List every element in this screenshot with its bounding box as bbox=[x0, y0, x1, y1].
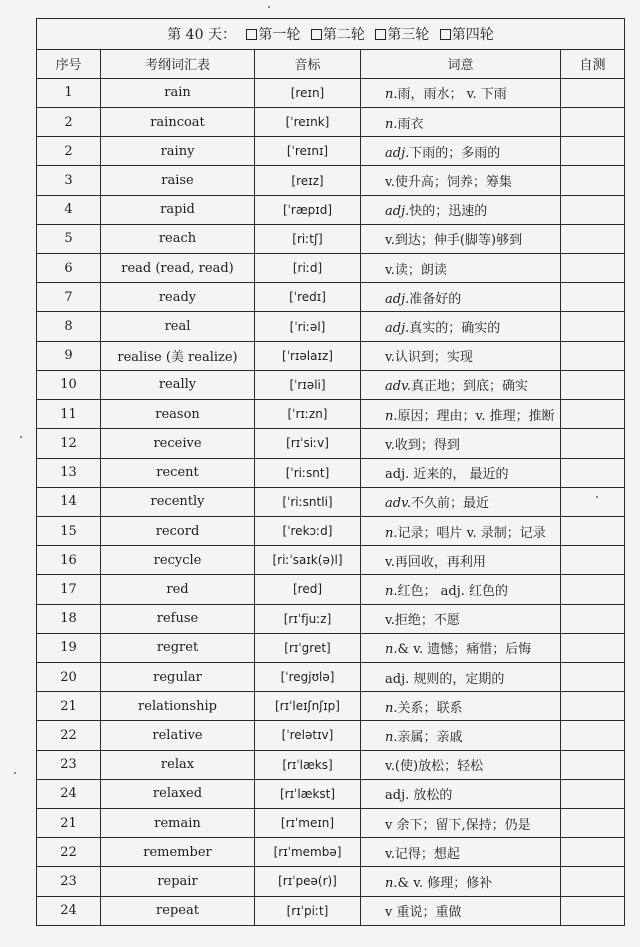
self-test-cell[interactable] bbox=[561, 721, 625, 750]
part-of-speech: n. bbox=[385, 87, 398, 103]
header-phonetic: 音标 bbox=[255, 49, 361, 78]
self-test-cell[interactable] bbox=[561, 224, 625, 253]
row-word: regret bbox=[101, 633, 255, 662]
row-meaning bbox=[361, 896, 561, 925]
row-meaning bbox=[361, 283, 561, 312]
row-number: 9 bbox=[37, 341, 101, 370]
checkbox-icon[interactable] bbox=[440, 29, 451, 40]
scan-speck bbox=[20, 436, 22, 438]
table-row bbox=[37, 896, 625, 925]
row-word: reach bbox=[101, 224, 255, 253]
header-meaning: 词意 bbox=[361, 49, 561, 78]
round-4-label: 第四轮 bbox=[451, 26, 494, 43]
self-test-cell[interactable] bbox=[561, 750, 625, 779]
row-phonetic: [ˈriːsntli] bbox=[255, 487, 361, 516]
row-meaning bbox=[361, 721, 561, 750]
row-meaning bbox=[361, 312, 561, 341]
row-number: 16 bbox=[37, 546, 101, 575]
self-test-cell[interactable] bbox=[561, 575, 625, 604]
row-number: 2 bbox=[37, 137, 101, 166]
row-phonetic: [riːˈsaɪk(ə)l] bbox=[255, 546, 361, 575]
meaning-text: & v. 遗憾；痛惜；后悔 bbox=[397, 642, 532, 658]
row-phonetic: [rɪˈfjuːz] bbox=[255, 604, 361, 633]
row-number: 4 bbox=[37, 195, 101, 224]
row-meaning bbox=[361, 108, 561, 137]
row-phonetic: [ˈrɪəli] bbox=[255, 370, 361, 399]
title-row bbox=[37, 19, 625, 50]
row-phonetic: [ˈreɪnɪ] bbox=[255, 137, 361, 166]
self-test-cell[interactable] bbox=[561, 867, 625, 896]
table-row bbox=[37, 838, 625, 867]
row-phonetic: [ˈregjʊlə] bbox=[255, 662, 361, 691]
self-test-cell[interactable] bbox=[561, 137, 625, 166]
row-meaning bbox=[361, 224, 561, 253]
meaning-text: 亲属；亲戚 bbox=[397, 729, 463, 745]
header-self-test: 自测 bbox=[561, 49, 625, 78]
self-test-cell[interactable] bbox=[561, 458, 625, 487]
row-word: regular bbox=[101, 662, 255, 691]
row-word: record bbox=[101, 516, 255, 545]
row-word: remember bbox=[101, 838, 255, 867]
row-phonetic: [rɪˈmembə] bbox=[255, 838, 361, 867]
row-phonetic: [rɪˈleɪʃnʃɪp] bbox=[255, 692, 361, 721]
row-meaning bbox=[361, 546, 561, 575]
meaning-text: v 余下；留下,保持；仍是 bbox=[385, 817, 531, 833]
self-test-cell[interactable] bbox=[561, 312, 625, 341]
row-word: raise bbox=[101, 166, 255, 195]
row-phonetic: [rɪˈsiːv] bbox=[255, 429, 361, 458]
header-row bbox=[37, 49, 625, 78]
row-meaning bbox=[361, 633, 561, 662]
row-word: rainy bbox=[101, 137, 255, 166]
row-phonetic: [red] bbox=[255, 575, 361, 604]
part-of-speech: adv. bbox=[385, 379, 412, 395]
meaning-text: v.再回收，再利用 bbox=[385, 554, 486, 570]
row-phonetic: [reɪn] bbox=[255, 78, 361, 107]
row-phonetic: [rɪˈlæks] bbox=[255, 750, 361, 779]
meaning-text: & v. 修理；修补 bbox=[397, 875, 493, 891]
row-number: 21 bbox=[37, 808, 101, 837]
row-phonetic: [ˈredɪ] bbox=[255, 283, 361, 312]
part-of-speech: n. bbox=[385, 116, 398, 132]
meaning-text: adj. 规则的，定期的 bbox=[385, 671, 505, 687]
row-meaning bbox=[361, 166, 561, 195]
meaning-text: adj. 近来的， 最近的 bbox=[385, 467, 509, 483]
part-of-speech: adj. bbox=[385, 321, 410, 337]
part-of-speech: adj. bbox=[385, 291, 410, 307]
row-number: 22 bbox=[37, 721, 101, 750]
row-meaning bbox=[361, 516, 561, 545]
row-meaning bbox=[361, 867, 561, 896]
row-word: ready bbox=[101, 283, 255, 312]
table-row bbox=[37, 283, 625, 312]
table-row bbox=[37, 137, 625, 166]
row-phonetic: [ˈrɪəlaɪz] bbox=[255, 341, 361, 370]
meaning-text: 关系；联系 bbox=[397, 700, 463, 716]
self-test-cell[interactable] bbox=[561, 370, 625, 399]
row-number: 5 bbox=[37, 224, 101, 253]
meaning-text: v.读；朗读 bbox=[385, 262, 447, 278]
row-phonetic: [ˈriːsnt] bbox=[255, 458, 361, 487]
table-row bbox=[37, 808, 625, 837]
meaning-text: 不久前；最近 bbox=[411, 496, 490, 512]
meaning-text: 下雨的；多雨的 bbox=[409, 145, 501, 161]
row-meaning bbox=[361, 137, 561, 166]
self-test-cell[interactable] bbox=[561, 604, 625, 633]
self-test-cell[interactable] bbox=[561, 400, 625, 429]
checkbox-icon[interactable] bbox=[375, 29, 386, 40]
row-word: remain bbox=[101, 808, 255, 837]
row-number: 2 bbox=[37, 108, 101, 137]
row-word: repair bbox=[101, 867, 255, 896]
row-meaning bbox=[361, 779, 561, 808]
scan-speck bbox=[14, 772, 16, 774]
row-number: 10 bbox=[37, 370, 101, 399]
row-word: read (read, read) bbox=[101, 254, 255, 283]
self-test-cell[interactable] bbox=[561, 546, 625, 575]
round-2-label: 第二轮 bbox=[322, 26, 365, 43]
row-phonetic: [ˈrɪːzn] bbox=[255, 400, 361, 429]
meaning-text: 原因；理由；v. 推理；推断 bbox=[397, 408, 555, 424]
row-word: refuse bbox=[101, 604, 255, 633]
meaning-text: v.使升高；饲养；筹集 bbox=[385, 175, 512, 191]
table-row bbox=[37, 312, 625, 341]
meaning-text: v.收到；得到 bbox=[385, 437, 460, 453]
self-test-cell[interactable] bbox=[561, 487, 625, 516]
part-of-speech: n. bbox=[385, 583, 398, 599]
row-number: 24 bbox=[37, 896, 101, 925]
row-meaning bbox=[361, 604, 561, 633]
self-test-cell[interactable] bbox=[561, 838, 625, 867]
row-word: relative bbox=[101, 721, 255, 750]
table-row bbox=[37, 692, 625, 721]
row-word: relationship bbox=[101, 692, 255, 721]
self-test-cell[interactable] bbox=[561, 341, 625, 370]
day-title bbox=[37, 19, 625, 50]
row-word: receive bbox=[101, 429, 255, 458]
row-meaning bbox=[361, 429, 561, 458]
row-word: recent bbox=[101, 458, 255, 487]
self-test-cell[interactable] bbox=[561, 516, 625, 545]
round-3-label: 第三轮 bbox=[387, 26, 430, 43]
self-test-cell[interactable] bbox=[561, 692, 625, 721]
row-phonetic: [ˈreɪnk] bbox=[255, 108, 361, 137]
row-number: 1 bbox=[37, 78, 101, 107]
row-word: recycle bbox=[101, 546, 255, 575]
table-row bbox=[37, 575, 625, 604]
part-of-speech: n. bbox=[385, 875, 398, 891]
self-test-cell[interactable] bbox=[561, 633, 625, 662]
row-meaning bbox=[361, 195, 561, 224]
table-row bbox=[37, 867, 625, 896]
row-meaning bbox=[361, 838, 561, 867]
header-number: 序号 bbox=[37, 49, 101, 78]
meaning-text: 记录；唱片 v. 录制；记录 bbox=[397, 525, 546, 541]
self-test-cell[interactable] bbox=[561, 78, 625, 107]
table-row bbox=[37, 108, 625, 137]
row-phonetic: [ˈrelətɪv] bbox=[255, 721, 361, 750]
row-meaning bbox=[361, 808, 561, 837]
row-phonetic: [riːd] bbox=[255, 254, 361, 283]
row-number: 13 bbox=[37, 458, 101, 487]
table-row bbox=[37, 633, 625, 662]
row-meaning bbox=[361, 487, 561, 516]
meaning-text: v 重说；重做 bbox=[385, 905, 462, 921]
self-test-cell[interactable] bbox=[561, 254, 625, 283]
row-number: 12 bbox=[37, 429, 101, 458]
row-meaning bbox=[361, 370, 561, 399]
table-row bbox=[37, 750, 625, 779]
row-number: 17 bbox=[37, 575, 101, 604]
table-row bbox=[37, 458, 625, 487]
self-test-cell[interactable] bbox=[561, 195, 625, 224]
row-number: 21 bbox=[37, 692, 101, 721]
row-number: 3 bbox=[37, 166, 101, 195]
row-number: 11 bbox=[37, 400, 101, 429]
meaning-text: 红色； adj. 红色的 bbox=[397, 583, 509, 599]
row-word: realise (美 realize) bbox=[101, 341, 255, 370]
row-meaning bbox=[361, 78, 561, 107]
part-of-speech: adv. bbox=[385, 496, 412, 512]
meaning-text: v.拒绝；不愿 bbox=[385, 613, 460, 629]
row-word: real bbox=[101, 312, 255, 341]
meaning-text: v.记得；想起 bbox=[385, 846, 460, 862]
table-row bbox=[37, 487, 625, 516]
row-phonetic: [rɪˈgret] bbox=[255, 633, 361, 662]
header-word: 考纲词汇表 bbox=[101, 49, 255, 78]
row-word: red bbox=[101, 575, 255, 604]
table-row bbox=[37, 224, 625, 253]
row-word: repeat bbox=[101, 896, 255, 925]
row-number: 6 bbox=[37, 254, 101, 283]
meaning-text: 快的；迅速的 bbox=[409, 204, 488, 220]
row-phonetic: [rɪˈmeɪn] bbox=[255, 808, 361, 837]
table-row bbox=[37, 341, 625, 370]
checkbox-icon[interactable] bbox=[311, 29, 322, 40]
self-test-cell[interactable] bbox=[561, 808, 625, 837]
table-row bbox=[37, 400, 625, 429]
row-meaning bbox=[361, 458, 561, 487]
row-meaning bbox=[361, 254, 561, 283]
meaning-text: 雨，雨水； v. 下雨 bbox=[397, 87, 507, 103]
part-of-speech: n. bbox=[385, 642, 398, 658]
row-word: recently bbox=[101, 487, 255, 516]
row-number: 7 bbox=[37, 283, 101, 312]
self-test-cell[interactable] bbox=[561, 896, 625, 925]
part-of-speech: adj. bbox=[385, 145, 410, 161]
row-phonetic: [rɪˈpeə(r)] bbox=[255, 867, 361, 896]
row-phonetic: [ˈræpɪd] bbox=[255, 195, 361, 224]
part-of-speech: n. bbox=[385, 408, 398, 424]
self-test-cell[interactable] bbox=[561, 166, 625, 195]
part-of-speech: n. bbox=[385, 525, 398, 541]
self-test-cell[interactable] bbox=[561, 429, 625, 458]
row-phonetic: [reɪz] bbox=[255, 166, 361, 195]
vocabulary-table bbox=[36, 18, 625, 926]
row-word: raincoat bbox=[101, 108, 255, 137]
meaning-text: 真实的；确实的 bbox=[409, 321, 501, 337]
row-number: 22 bbox=[37, 838, 101, 867]
table-row bbox=[37, 779, 625, 808]
row-number: 20 bbox=[37, 662, 101, 691]
part-of-speech: n. bbox=[385, 729, 398, 745]
row-meaning bbox=[361, 575, 561, 604]
row-number: 14 bbox=[37, 487, 101, 516]
row-number: 24 bbox=[37, 779, 101, 808]
meaning-text: 真正地；到底；确实 bbox=[411, 379, 529, 395]
row-number: 18 bbox=[37, 604, 101, 633]
row-phonetic: [rɪˈlækst] bbox=[255, 779, 361, 808]
table-row bbox=[37, 721, 625, 750]
scan-speck bbox=[268, 6, 270, 8]
table-row bbox=[37, 166, 625, 195]
row-number: 23 bbox=[37, 867, 101, 896]
meaning-text: v.到达；伸手(脚等)够到 bbox=[385, 233, 523, 249]
row-meaning bbox=[361, 662, 561, 691]
table-row bbox=[37, 429, 625, 458]
row-phonetic: [ˈrekɔːd] bbox=[255, 516, 361, 545]
row-meaning bbox=[361, 692, 561, 721]
self-test-cell[interactable] bbox=[561, 662, 625, 691]
row-meaning bbox=[361, 341, 561, 370]
self-test-cell[interactable] bbox=[561, 779, 625, 808]
row-meaning bbox=[361, 750, 561, 779]
part-of-speech: n. bbox=[385, 700, 398, 716]
self-test-cell[interactable] bbox=[561, 283, 625, 312]
meaning-text: v.认识到；实现 bbox=[385, 350, 473, 366]
self-test-cell[interactable] bbox=[561, 108, 625, 137]
meaning-text: 准备好的 bbox=[409, 291, 462, 307]
row-word: relaxed bbox=[101, 779, 255, 808]
meaning-text: adj. 放松的 bbox=[385, 788, 453, 804]
round-1-label: 第一轮 bbox=[258, 26, 301, 43]
part-of-speech: adj. bbox=[385, 204, 410, 220]
row-word: really bbox=[101, 370, 255, 399]
row-word: reason bbox=[101, 400, 255, 429]
table-row bbox=[37, 516, 625, 545]
row-phonetic: [ˈriːəl] bbox=[255, 312, 361, 341]
table-row bbox=[37, 370, 625, 399]
row-meaning bbox=[361, 400, 561, 429]
checkbox-icon[interactable] bbox=[246, 29, 257, 40]
row-word: relax bbox=[101, 750, 255, 779]
vocabulary-sheet bbox=[36, 18, 624, 926]
meaning-text: v.(使)放松；轻松 bbox=[385, 759, 484, 775]
table-row bbox=[37, 546, 625, 575]
row-word: rain bbox=[101, 78, 255, 107]
table-row bbox=[37, 78, 625, 107]
scan-speck bbox=[596, 496, 598, 498]
table-row bbox=[37, 604, 625, 633]
row-word: rapid bbox=[101, 195, 255, 224]
day-label: 第 40 天： bbox=[167, 26, 236, 43]
table-row bbox=[37, 662, 625, 691]
row-number: 19 bbox=[37, 633, 101, 662]
table-row bbox=[37, 195, 625, 224]
row-number: 23 bbox=[37, 750, 101, 779]
meaning-text: 雨衣 bbox=[397, 116, 424, 132]
row-phonetic: [riːtʃ] bbox=[255, 224, 361, 253]
row-phonetic: [rɪˈpiːt] bbox=[255, 896, 361, 925]
row-number: 15 bbox=[37, 516, 101, 545]
row-number: 8 bbox=[37, 312, 101, 341]
table-row bbox=[37, 254, 625, 283]
